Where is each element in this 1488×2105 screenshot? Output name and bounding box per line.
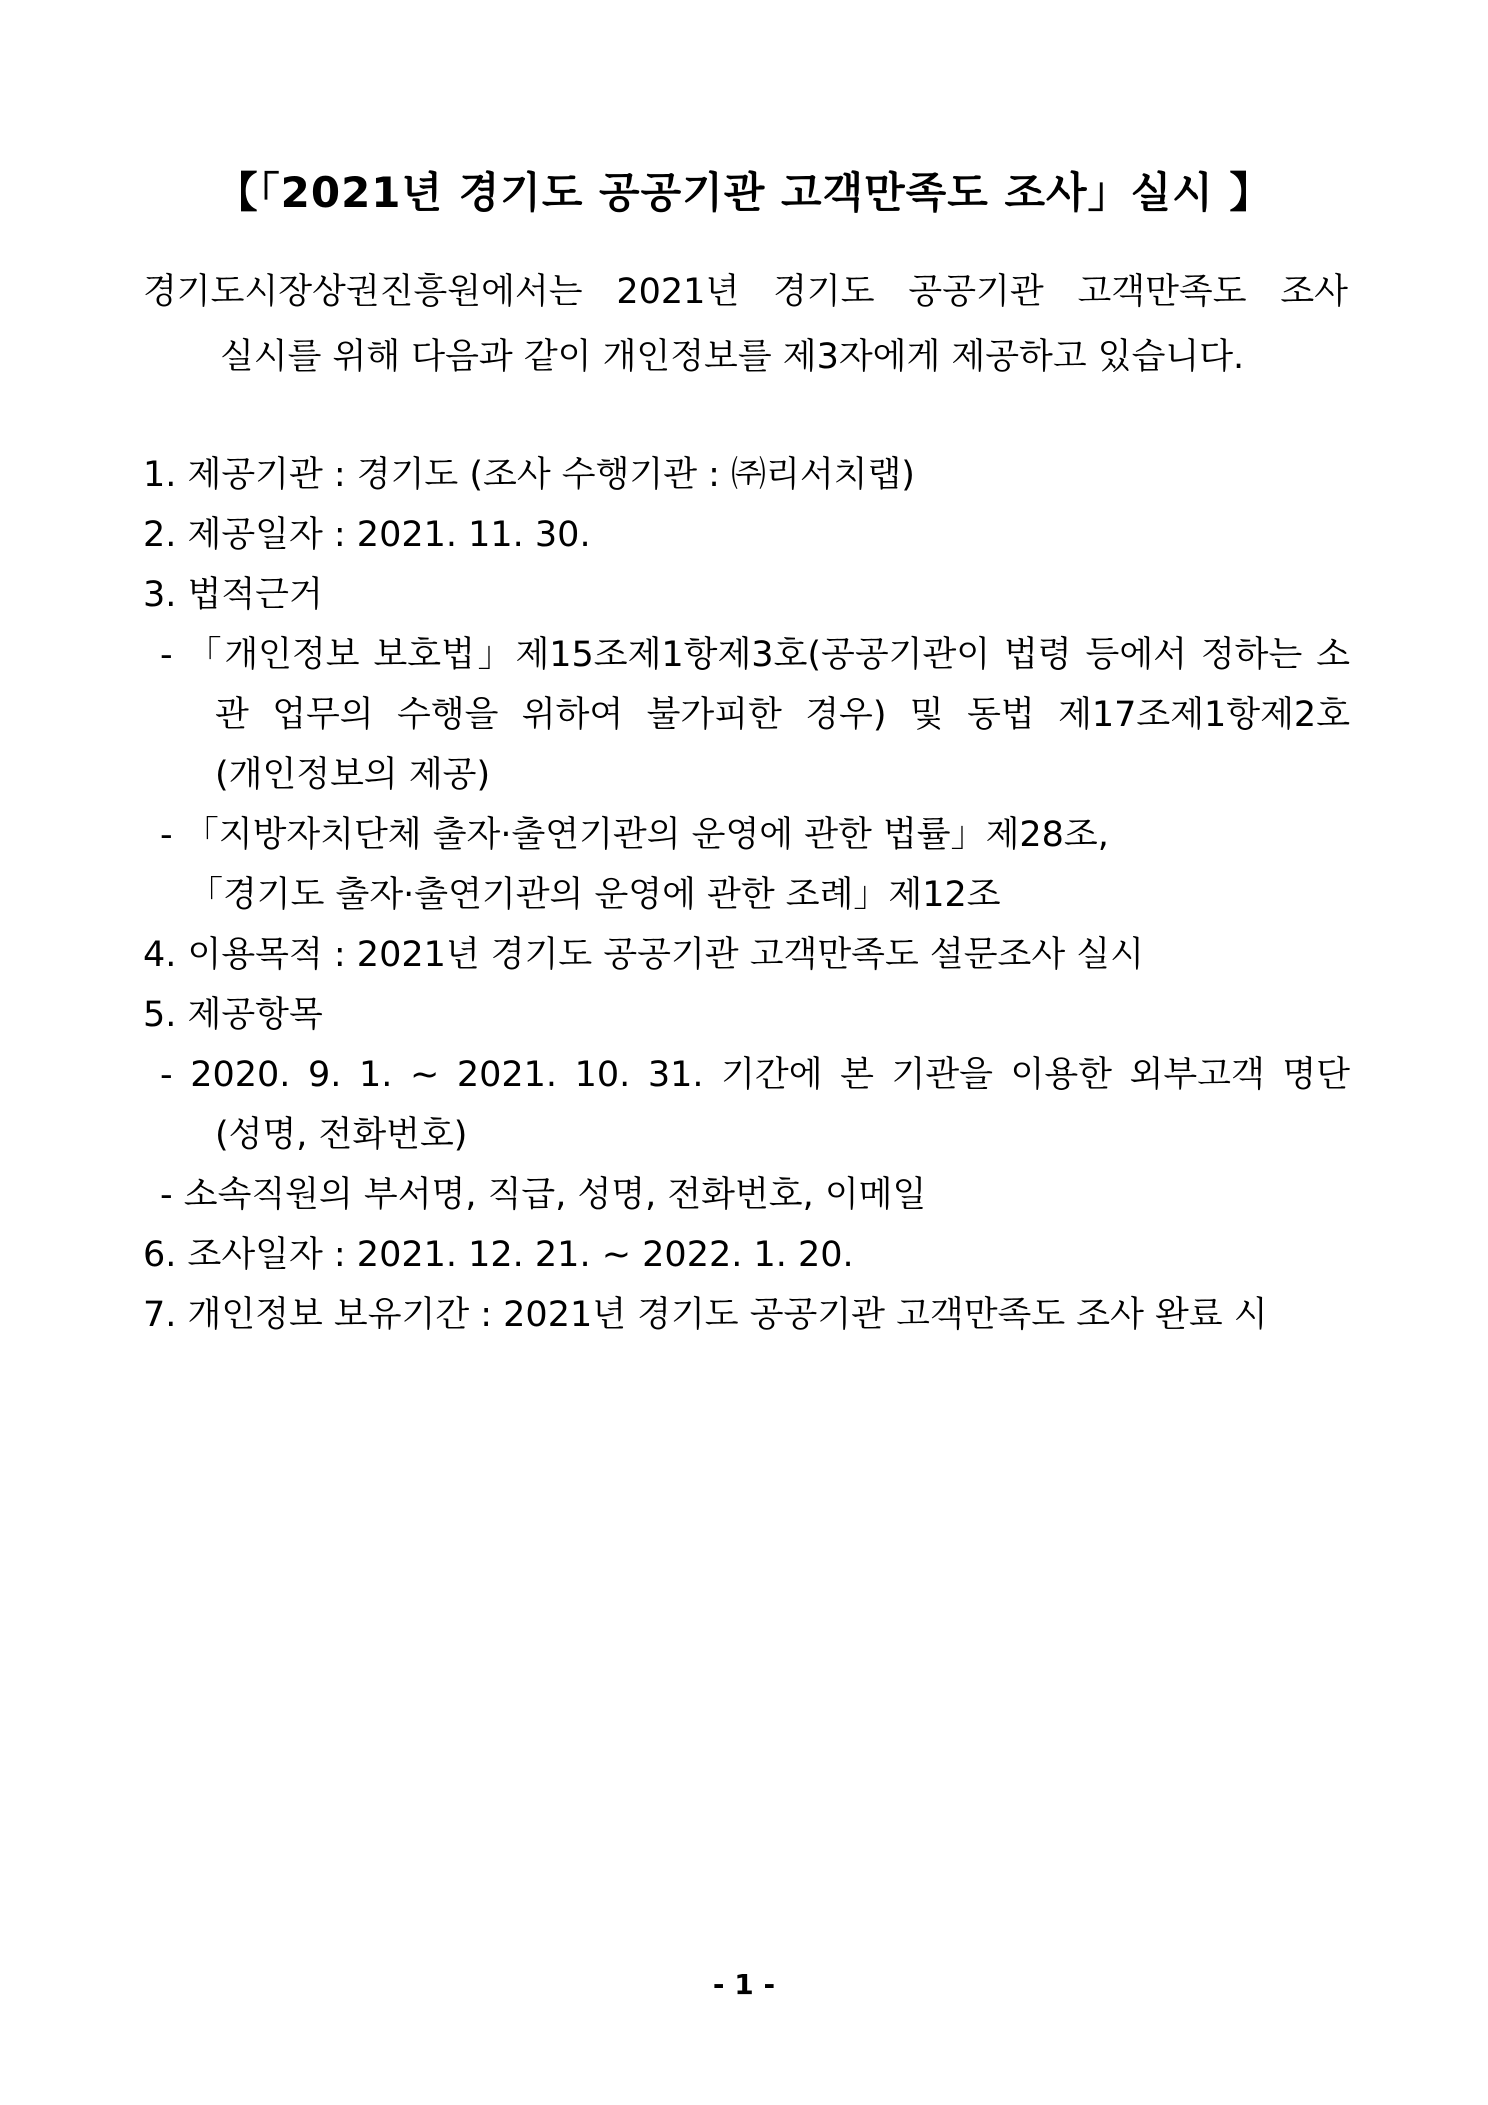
item-3: 3. 법적근거 — [143, 575, 323, 615]
item-5-sub-1-line-2: (성명, 전화번호) — [215, 1115, 468, 1155]
item-3-sub-2-line-2: 「경기도 출자·출연기관의 운영에 관한 조례」제12조 — [188, 875, 1001, 915]
item-3-sub-1-line-3: (개인정보의 제공) — [215, 755, 491, 795]
item-5-sub-1-line-1: - 2020. 9. 1. ~ 2021. 10. 31. 기간에 본 기관을 이용한 외부고객 명단 — [160, 1055, 1350, 1095]
item-6: 6. 조사일자 : 2021. 12. 21. ~ 2022. 1. 20. — [143, 1235, 854, 1275]
intro-line-2: 실시를 위해 다음과 같이 개인정보를 제3자에게 제공하고 있습니다. — [220, 337, 1245, 377]
item-3-sub-1-line-2: 관 업무의 수행을 위하여 불가피한 경우) 및 동법 제17조제1항제2호 — [215, 695, 1350, 735]
item-4: 4. 이용목적 : 2021년 경기도 공공기관 고객만족도 설문조사 실시 — [143, 935, 1144, 975]
item-7: 7. 개인정보 보유기간 : 2021년 경기도 공공기관 고객만족도 조사 완료 시 — [143, 1295, 1268, 1335]
page-number: - 1 - — [712, 1968, 776, 2001]
document-title: 【「2021년 경기도 공공기관 고객만족도 조사」실시 】 — [215, 168, 1273, 217]
item-1: 1. 제공기관 : 경기도 (조사 수행기관 : ㈜리서치랩) — [143, 455, 915, 495]
item-5-sub-2: - 소속직원의 부서명, 직급, 성명, 전화번호, 이메일 — [160, 1175, 927, 1215]
item-3-sub-1-line-1: - 「개인정보 보호법」제15조제1항제3호(공공기관이 법령 등에서 정하는 소 — [160, 635, 1350, 675]
item-2: 2. 제공일자 : 2021. 11. 30. — [143, 515, 591, 555]
intro-line-1: 경기도시장상권진흥원에서는 2021년 경기도 공공기관 고객만족도 조사 — [143, 272, 1348, 312]
item-5: 5. 제공항목 — [143, 995, 323, 1035]
item-3-sub-2-line-1: - 「지방자치단체 출자·출연기관의 운영에 관한 법률」제28조, — [160, 815, 1109, 855]
